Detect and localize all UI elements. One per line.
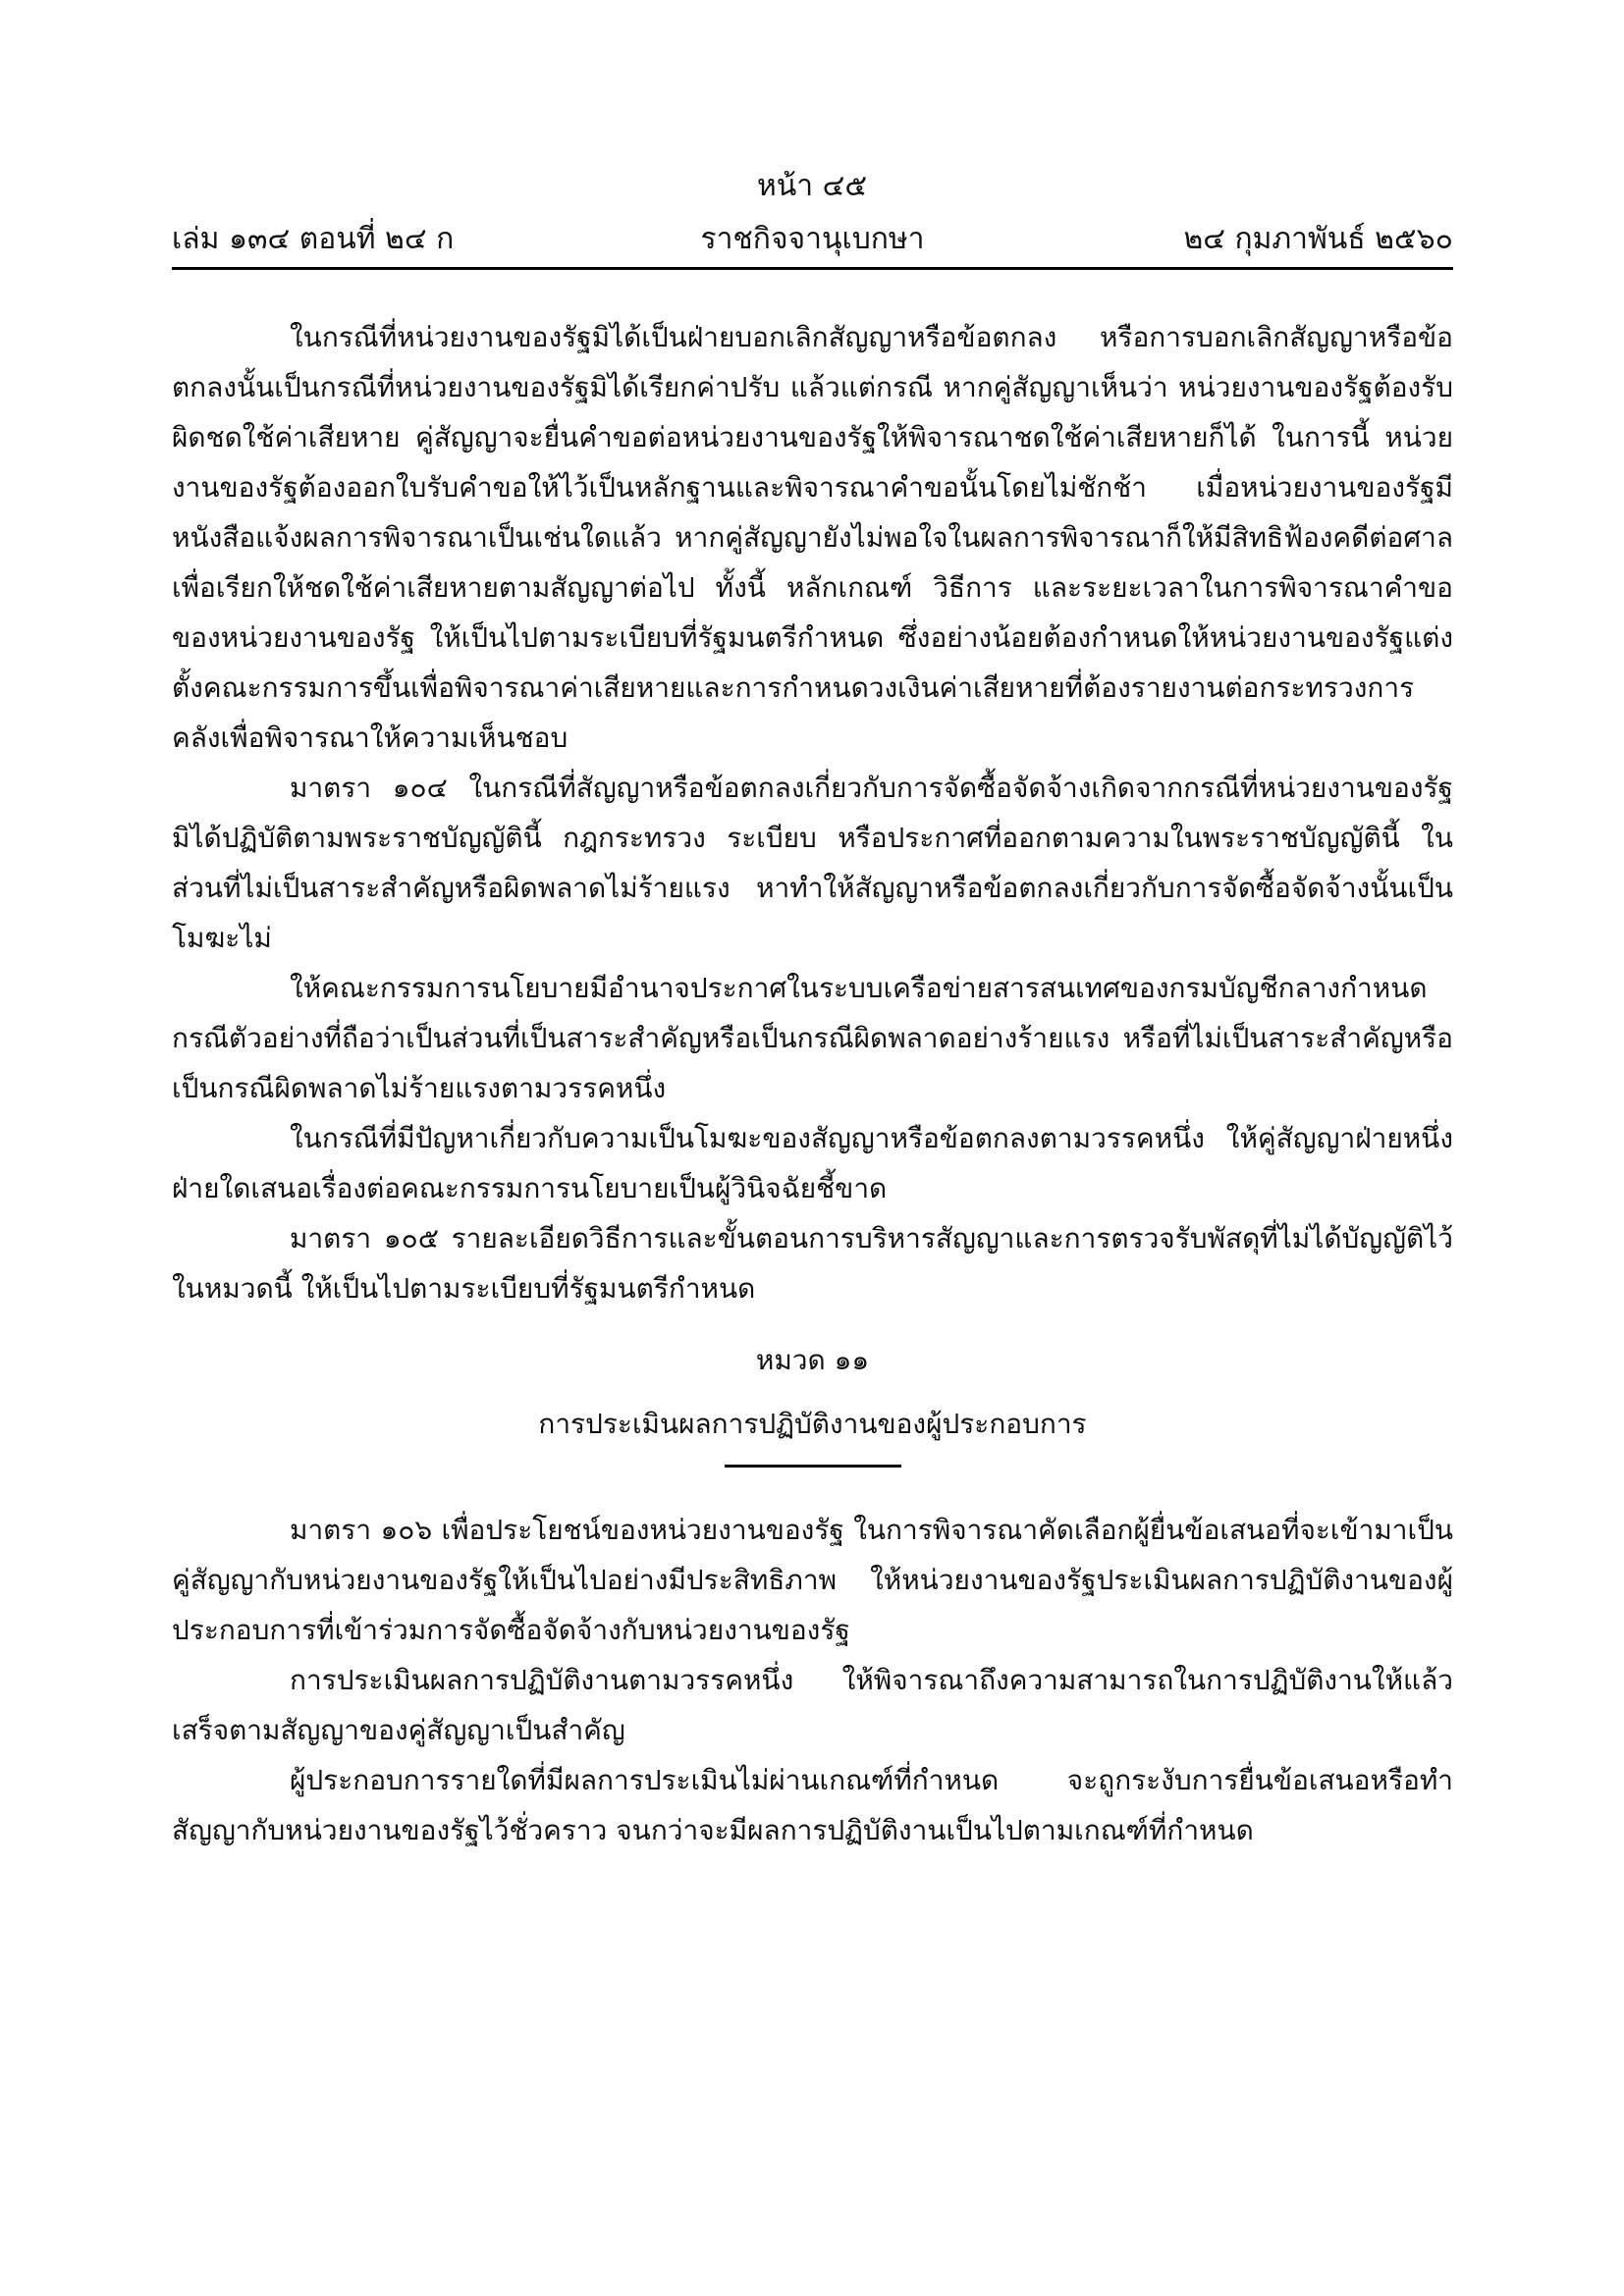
paragraph: การประเมินผลการปฏิบัติงานตามวรรคหนึ่ง ให้พิจารณาถึงความสามารถในการปฏิบัติงานให้แล้วเสร็จตามสัญญาของคู่สัญญาเป็นสำคัญ xyxy=(172,1664,1453,1746)
chapter-divider xyxy=(725,1465,901,1468)
chapter-name: การประเมินผลการปฏิบัติงานของผู้ประกอบการ xyxy=(538,1408,1087,1440)
document-body xyxy=(172,312,1453,1855)
gazette-header xyxy=(172,218,1453,261)
page-number: หน้า ๔๕ xyxy=(756,169,868,203)
gazette-title: ราชกิจจานุเบกษา xyxy=(700,222,925,256)
volume-issue: เล่ม ๑๓๔ ตอนที่ ๒๔ ก xyxy=(172,222,455,256)
paragraph: ผู้ประกอบการรายใดที่มีผลการประเมินไม่ผ่านเกณฑ์ที่กำหนด จะถูกระงับการยื่นข้อเสนอหรือทำสัญญากับหน่วยงานของรัฐไว้ชั่วคราว จนกว่าจะมีผลการปฏิบัติงานเป็นไปตามเกณฑ์ที่กำหนด xyxy=(172,1764,1453,1846)
chapter-title: หมวด ๑๑ xyxy=(755,1344,870,1376)
paragraph: ในกรณีที่หน่วยงานของรัฐมิได้เป็นฝ่ายบอกเลิกสัญญาหรือข้อตกลง หรือการบอกเลิกสัญญาหรือข้อตกลงนั้นเป็นกรณีที่หน่วยงานของรัฐมิได้เรียกค่าปรับ แล้วแต่กรณี หากคู่สัญญาเห็นว่า หน่วยงานของรัฐต้องรับผิดชดใช้ค่าเสียหาย คู่สัญญาจะยื่นคำขอต่อหน่วยงานของรัฐให้พิจารณาชดใช้ค่าเสียหายก็ได้ ในการนี้ หน่วยงานของรัฐต้องออกใบรับคำขอให้ไว้เป็นหลักฐานและพิจารณาคำขอนั้นโดยไม่ชักช้า เมื่อหน่วยงานของรัฐมีหนังสือแจ้งผลการพิจารณาเป็นเช่นใดแล้ว หากคู่สัญญายังไม่พอใจในผลการพิจารณาก็ให้มีสิทธิฟ้องคดีต่อศาลเพื่อเรียกให้ชดใช้ค่าเสียหายตามสัญญาต่อไป ทั้งนี้ หลักเกณฑ์ วิธีการ และระยะเวลาในการพิจารณาคำขอของหน่วยงานของรัฐ ให้เป็นไปตามระเบียบที่รัฐมนตรีกำหนด ซึ่งอย่างน้อยต้องกำหนดให้หน่วยงานของรัฐแต่งตั้งคณะกรรมการขึ้นเพื่อพิจารณาค่าเสียหายและการกำหนดวงเงินค่าเสียหายที่ต้องรายงานต่อกระทรวงการคลังเพื่อพิจารณาให้ความเห็นชอบ xyxy=(172,321,1453,754)
section-106: มาตรา ๑๐๖ เพื่อประโยชน์ของหน่วยงานของรัฐ ในการพิจารณาคัดเลือกผู้ยื่นข้อเสนอที่จะเข้ามาเป็นคู่สัญญากับหน่วยงานของรัฐให้เป็นไปอย่างมีประสิทธิภาพ ให้หน่วยงานของรัฐประเมินผลการปฏิบัติงานของผู้ประกอบการที่เข้าร่วมการจัดซื้อจัดจ้างกับหน่วยงานของรัฐ xyxy=(172,1514,1453,1646)
paragraph: ในกรณีที่มีปัญหาเกี่ยวกับความเป็นโมฆะของสัญญาหรือข้อตกลงตามวรรคหนึ่ง ให้คู่สัญญาฝ่ายหนึ่งฝ่ายใดเสนอเรื่องต่อคณะกรรมการนโยบายเป็นผู้วินิจฉัยชี้ขาด xyxy=(172,1122,1453,1204)
section-105: มาตรา ๑๐๕ รายละเอียดวิธีการและขั้นตอนการบริหารสัญญาและการตรวจรับพัสดุที่ไม่ได้บัญญัติไว้ในหมวดนี้ ให้เป็นไปตามระเบียบที่รัฐมนตรีกำหนด xyxy=(172,1222,1453,1305)
header-divider xyxy=(172,267,1453,270)
paragraph: ให้คณะกรรมการนโยบายมีอำนาจประกาศในระบบเครือข่ายสารสนเทศของกรมบัญชีกลางกำหนดกรณีตัวอย่างที่ถือว่าเป็นส่วนที่เป็นสาระสำคัญหรือเป็นกรณีผิดพลาดอย่างร้ายแรง หรือที่ไม่เป็นสาระสำคัญหรือเป็นกรณีผิดพลาดไม่ร้ายแรงตามวรรคหนึ่ง xyxy=(172,972,1453,1104)
section-104: มาตรา ๑๐๔ ในกรณีที่สัญญาหรือข้อตกลงเกี่ยวกับการจัดซื้อจัดจ้างเกิดจากกรณีที่หน่วยงานของรัฐมิได้ปฏิบัติตามพระราชบัญญัตินี้ กฎกระทรวง ระเบียบ หรือประกาศที่ออกตามความในพระราชบัญญัตินี้ ในส่วนที่ไม่เป็นสาระสำคัญหรือผิดพลาดไม่ร้ายแรง หาทำให้สัญญาหรือข้อตกลงเกี่ยวกับการจัดซื้อจัดจ้างนั้นเป็นโมฆะไม่ xyxy=(172,772,1453,954)
publication-date: ๒๔ กุมภาพันธ์ ๒๕๖๐ xyxy=(1183,222,1453,256)
